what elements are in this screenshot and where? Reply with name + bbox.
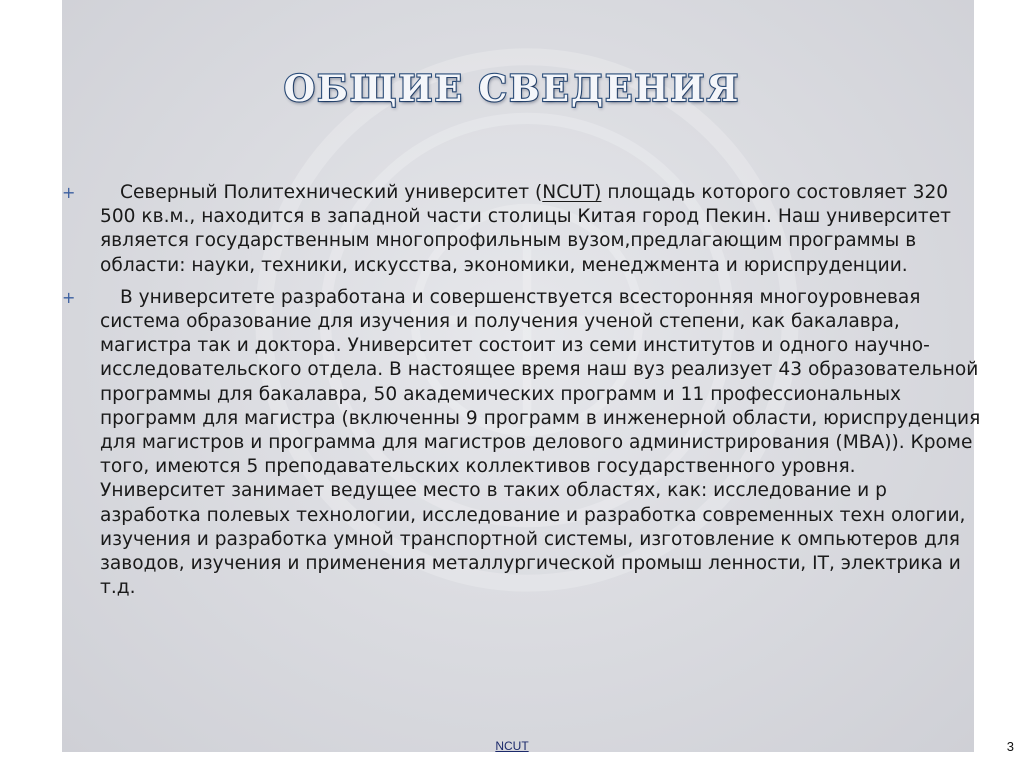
plus-bullet-icon: + xyxy=(62,287,76,307)
bullet-2-text: В университете разработана и совершенствуется всесторонняя многоуровневая система образование для изучения и получения ученой степени, как бакалавра, магистра так и доктора. Университет состоит из семи институтов и одного научно-исследовательского отдела. В настоящее время наш вуз реализует 43 образовательной программы для бакалавра, 50 академических программ и 11 профессиональных программ для магистра (включенны 9 программ в инженерной области, юриспруденция для магистров и программа для магистров делового администрирования (MBA)). Кроме того, имеются 5 преподавательских коллективов государственного уровня. xyxy=(100,286,981,478)
bullet-item-2 xyxy=(62,286,982,601)
bullet-1-text-start: Северный Политехнический университет ( xyxy=(120,182,543,203)
plus-bullet-icon: + xyxy=(62,183,76,202)
ncut-link[interactable]: NCUT) xyxy=(542,182,602,203)
bullet-item-1 xyxy=(62,181,982,278)
slide-title: ОБЩИЕ СВЕДЕНИЯ xyxy=(283,68,741,110)
bullet-1-text-end: площадь которого состовляет 320 500 кв.м., находится в западной части столицы Китая город Пекин. Наш университет является государственным многопрофильным вузом,предлагающим программы в области: науки, техники, искусства, экономики, менеджмента и юриспруденции. xyxy=(100,182,951,276)
slide-body xyxy=(62,181,982,608)
page-number: 3 xyxy=(1006,739,1014,754)
bullet-2-continuation: Университет занимает ведущее место в таких областях, как: исследование и р азработка полевых технологии, исследование и разработка современных техн ологии, изучения и разработка умной транспортной системы, изготовление к омпьютеров для заводов, изучения и применения металлургической промыш ленности, IT, электрика и т.д. xyxy=(100,480,966,599)
footer-ncut-label[interactable]: NCUT xyxy=(495,739,529,753)
